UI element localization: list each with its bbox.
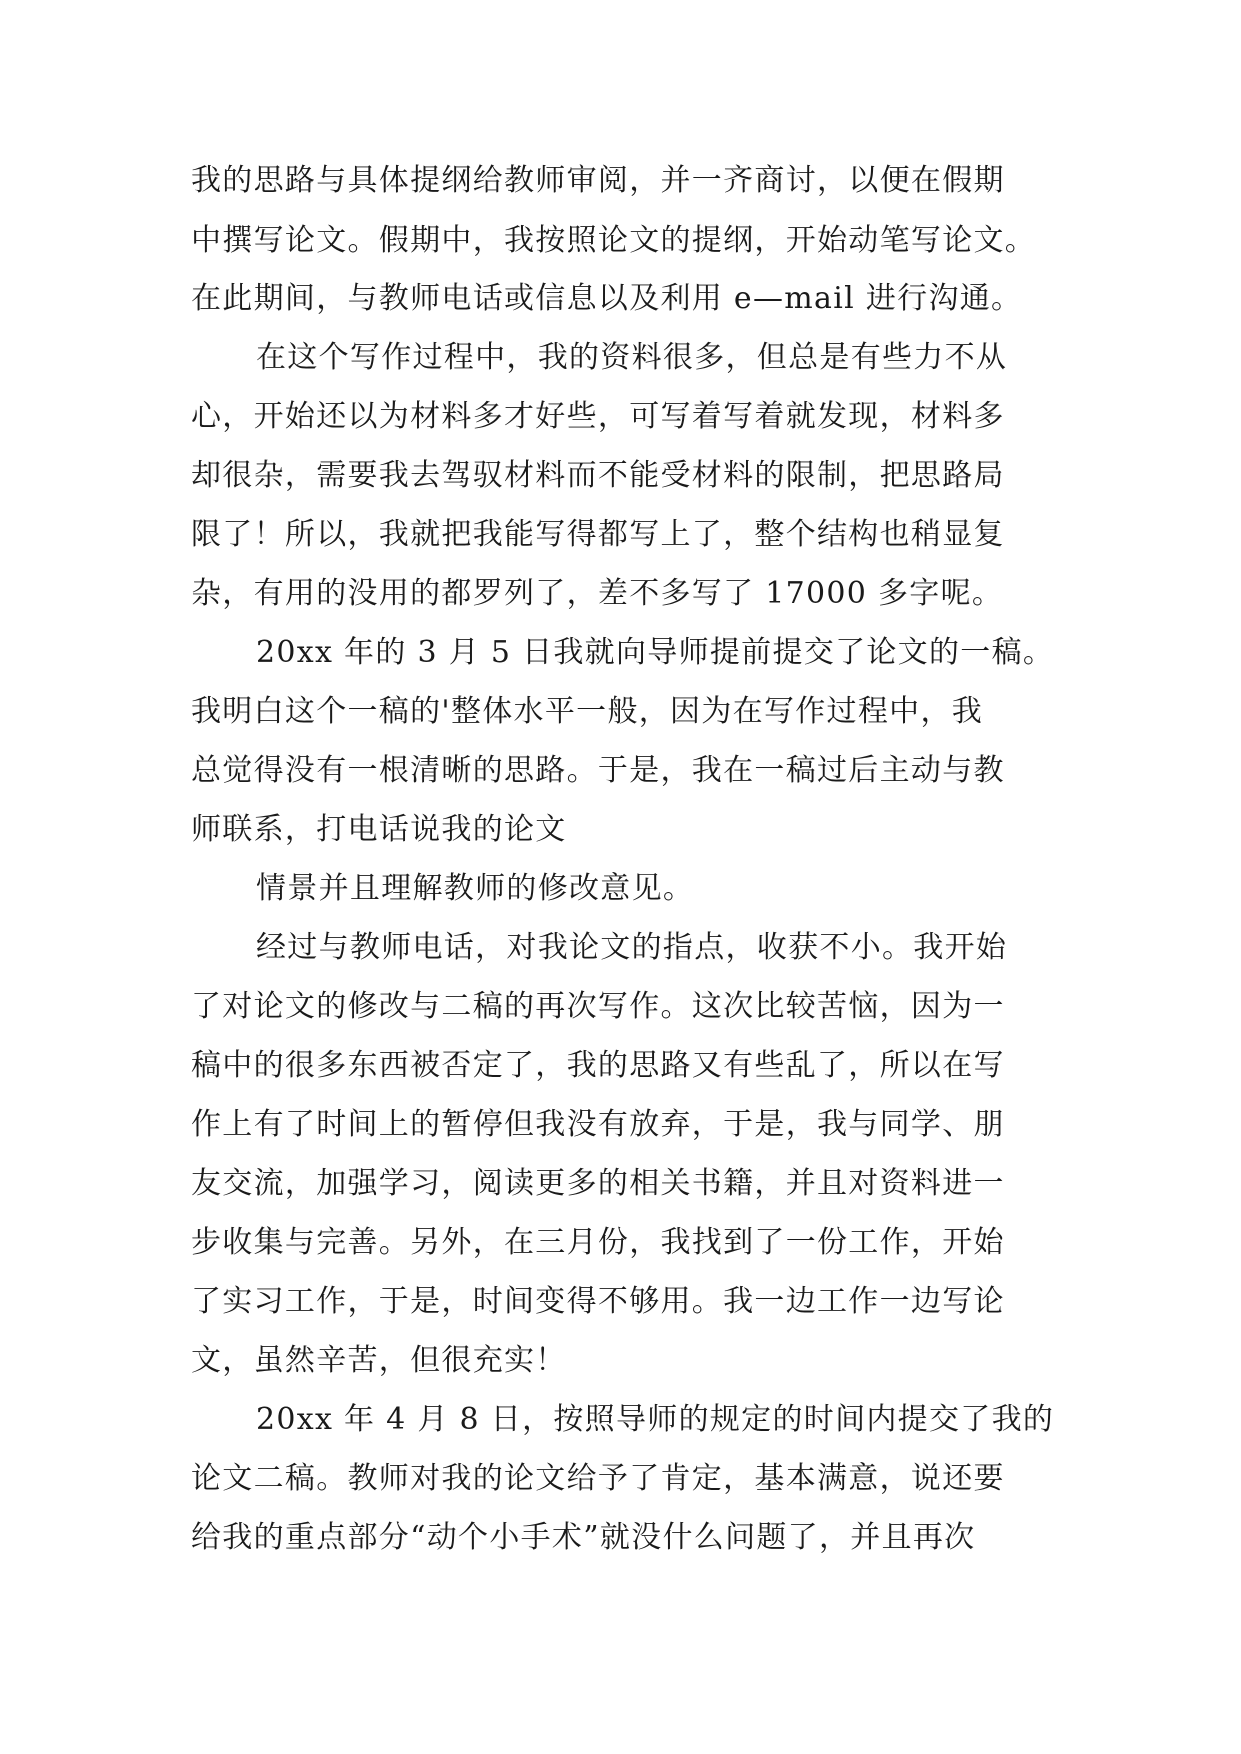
text-line: 论文二稿。教师对我的论文给予了肯定，基本满意，说还要 [191, 1461, 1005, 1496]
text-line: 了实习工作，于是，时间变得不够用。我一边工作一边写论 [191, 1284, 1005, 1319]
text-line: 师联系，打电话说我的论文 [191, 812, 567, 847]
text-line: 了对论文的修改与二稿的再次写作。这次比较苦恼，因为一 [191, 989, 1005, 1024]
paragraph-first-line: 20xx 年的 3 月 5 日我就向导师提前提交了论文的一稿。 [256, 635, 1055, 670]
text-line: 杂，有用的没用的都罗列了，差不多写了 17000 多字呢。 [191, 576, 1004, 611]
text-line: 心，开始还以为材料多才好些，可写着写着就发现，材料多 [191, 399, 1005, 434]
text-line: 却很杂，需要我去驾驭材料而不能受材料的限制，把思路局 [191, 458, 1005, 493]
paragraph-first-line: 经过与教师电话，对我论文的指点，收获不小。我开始 [256, 930, 1008, 965]
text-line: 步收集与完善。另外，在三月份，我找到了一份工作，开始 [191, 1225, 1005, 1260]
text-line: 我的思路与具体提纲给教师审阅，并一齐商讨，以便在假期 [191, 163, 1005, 198]
text-line: 给我的重点部分“动个小手术”就没什么问题了，并且再次 [191, 1520, 976, 1555]
text-line: 我明白这个一稿的'整体水平一般，因为在写作过程中，我 [191, 694, 984, 729]
text-line: 总觉得没有一根清晰的思路。于是，我在一稿过后主动与教 [191, 753, 1005, 788]
paragraph-first-line: 在这个写作过程中，我的资料很多，但总是有些力不从 [256, 340, 1008, 375]
text-line: 限了！所以，我就把我能写得都写上了，整个结构也稍显复 [191, 517, 1005, 552]
text-line: 中撰写论文。假期中，我按照论文的提纲，开始动笔写论文。 [191, 223, 1037, 258]
paragraph-first-line: 情景并且理解教师的修改意见。 [256, 871, 695, 906]
text-line: 在此期间，与教师电话或信息以及利用 e—mail 进行沟通。 [191, 281, 1023, 316]
paragraph-first-line: 20xx 年 4 月 8 日，按照导师的规定的时间内提交了我的 [256, 1402, 1055, 1437]
text-line: 文，虽然辛苦，但很充实！ [191, 1343, 567, 1378]
text-line: 稿中的很多东西被否定了，我的思路又有些乱了，所以在写 [191, 1048, 1005, 1083]
text-line: 友交流，加强学习，阅读更多的相关书籍，并且对资料进一 [191, 1166, 1005, 1201]
text-line: 作上有了时间上的暂停但我没有放弃，于是，我与同学、朋 [191, 1107, 1005, 1142]
